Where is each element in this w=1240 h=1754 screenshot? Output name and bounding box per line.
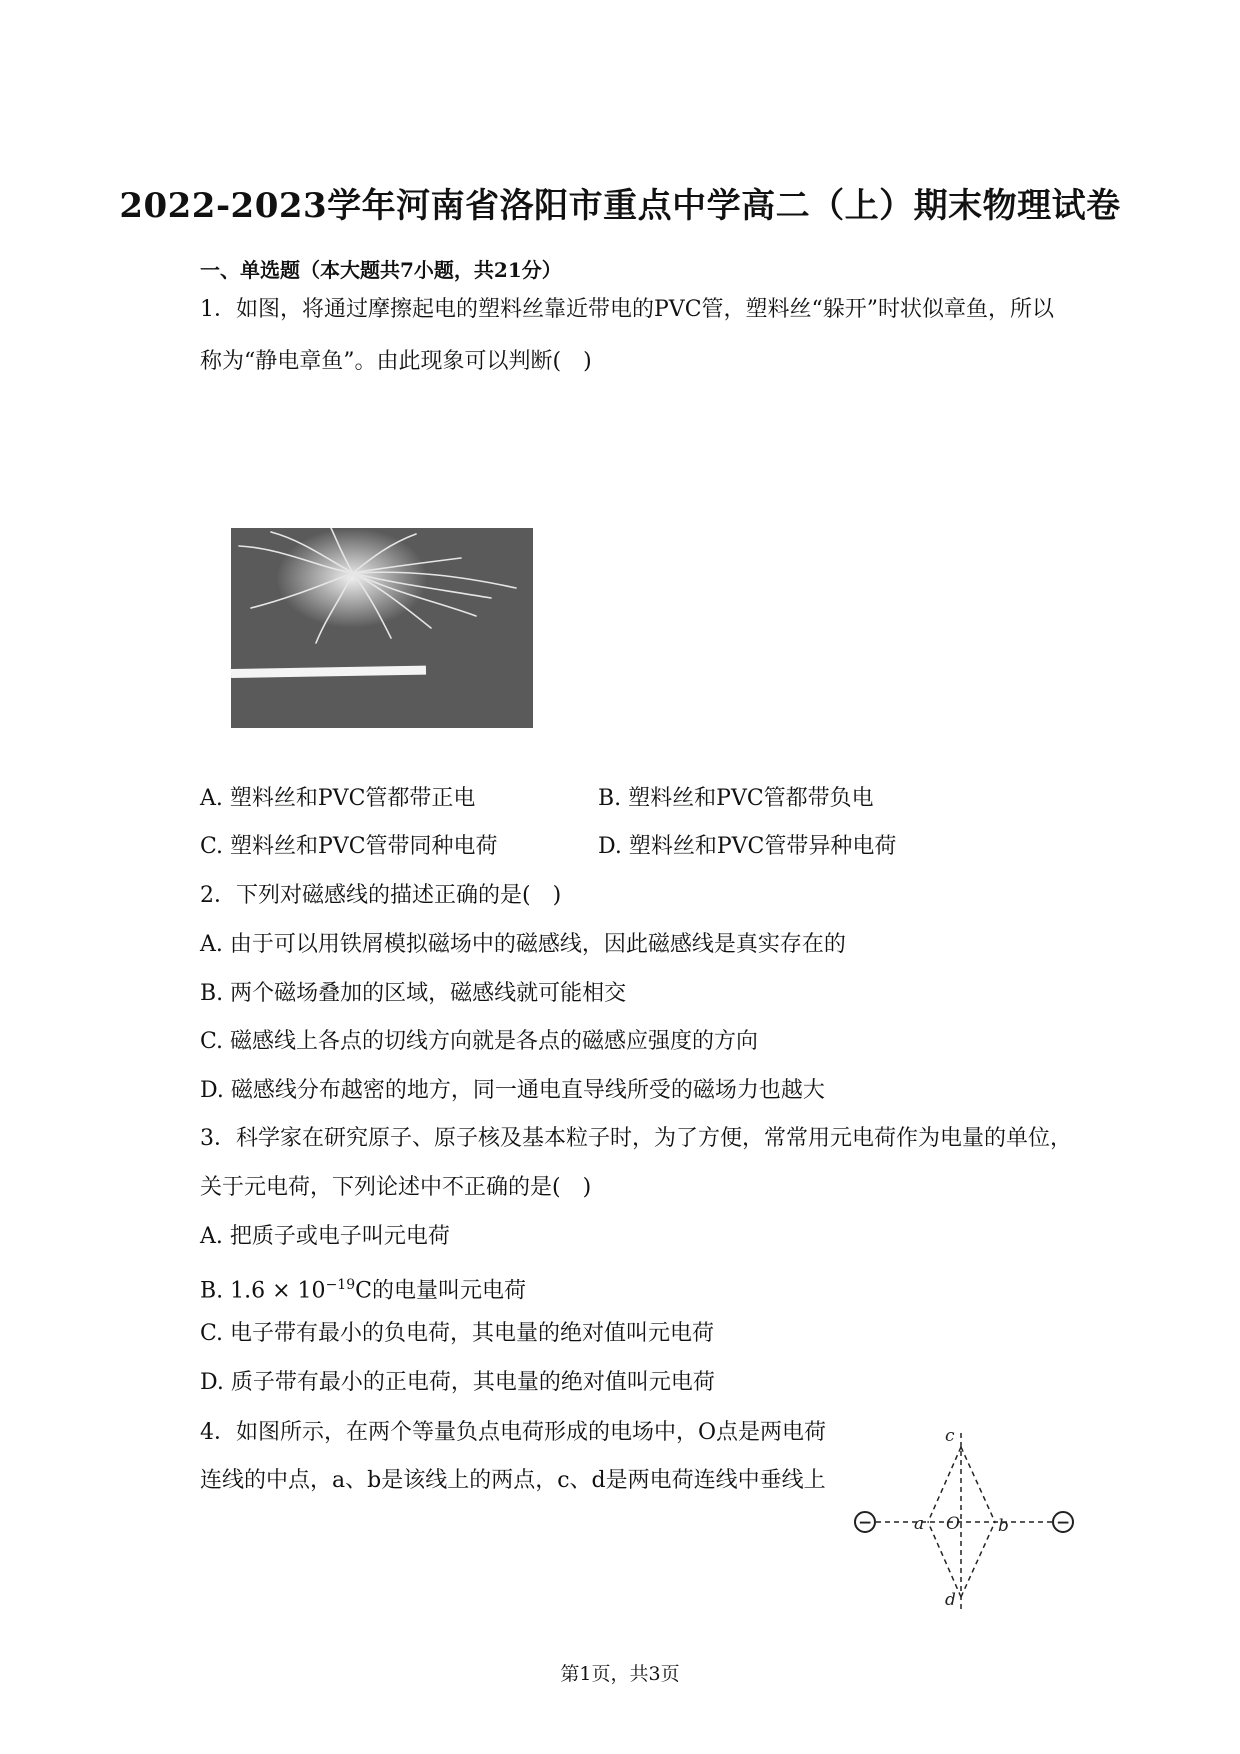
field-diagram-svg xyxy=(848,1425,1080,1615)
q4-charge-diagram xyxy=(848,1425,1080,1615)
label-o: O xyxy=(946,1514,960,1534)
label-a: a xyxy=(914,1514,925,1534)
q4-stem-line1: 4．如图所示，在两个等量负点电荷形成的电场中，O点是两电荷 xyxy=(200,1420,827,1445)
label-d: d xyxy=(945,1590,956,1610)
q1-stem-line2: 称为“静电章鱼”。由此现象可以判断( ) xyxy=(200,349,592,374)
q1-option-d: D. 塑料丝和PVC管带异种电荷 xyxy=(598,834,897,859)
q1-option-b: B. 塑料丝和PVC管都带负电 xyxy=(598,786,874,811)
q2-stem: 2．下列对磁感线的描述正确的是( ) xyxy=(200,883,562,908)
q3-option-b xyxy=(200,1270,526,1306)
q3-option-a: A. 把质子或电子叫元电荷 xyxy=(200,1224,450,1249)
q1-photo xyxy=(231,528,533,728)
q1-stem-line1: 1．如图，将通过摩擦起电的塑料丝靠近带电的PVC管，塑料丝“躲开”时状似章鱼，所以 xyxy=(200,297,1055,322)
q2-option-a: A. 由于可以用铁屑模拟磁场中的磁感线，因此磁感线是真实存在的 xyxy=(200,932,846,957)
label-b: b xyxy=(998,1516,1009,1536)
label-c: c xyxy=(945,1426,955,1446)
q2-option-c: C. 磁感线上各点的切线方向就是各点的磁感应强度的方向 xyxy=(200,1029,759,1054)
q3-option-b-prefix: B. 1.6 × 10 xyxy=(200,1278,326,1304)
q3-stem-line2: 关于元电荷，下列论述中不正确的是( ) xyxy=(200,1175,592,1200)
static-octopus-image xyxy=(231,528,533,728)
left-charge-sign: − xyxy=(858,1513,873,1533)
q3-option-c: C. 电子带有最小的负电荷，其电量的绝对值叫元电荷 xyxy=(200,1321,715,1346)
q2-option-b: B. 两个磁场叠加的区域，磁感线就可能相交 xyxy=(200,981,627,1006)
exam-title: 2022-2023学年河南省洛阳市重点中学高二（上）期末物理试卷 xyxy=(119,186,1121,226)
q3-option-d: D. 质子带有最小的正电荷，其电量的绝对值叫元电荷 xyxy=(200,1370,715,1395)
q1-option-a: A. 塑料丝和PVC管都带正电 xyxy=(200,786,476,811)
section-heading: 一、单选题（本大题共7小题，共21分） xyxy=(200,258,562,282)
right-charge-sign: − xyxy=(1056,1513,1071,1533)
q3-stem-line1: 3．科学家在研究原子、原子核及基本粒子时，为了方便，常常用元电荷作为电量的单位， xyxy=(200,1126,1073,1151)
page-footer: 第1页，共3页 xyxy=(560,1663,680,1685)
q1-option-c: C. 塑料丝和PVC管带同种电荷 xyxy=(200,834,498,859)
q3-option-b-exponent: −19 xyxy=(325,1277,356,1293)
q4-stem-line2: 连线的中点，a、b是该线上的两点，c、d是两电荷连线中垂线上 xyxy=(200,1468,826,1493)
q2-option-d: D. 磁感线分布越密的地方，同一通电直导线所受的磁场力也越大 xyxy=(200,1078,825,1103)
q3-option-b-suffix: C的电量叫元电荷 xyxy=(355,1278,526,1304)
